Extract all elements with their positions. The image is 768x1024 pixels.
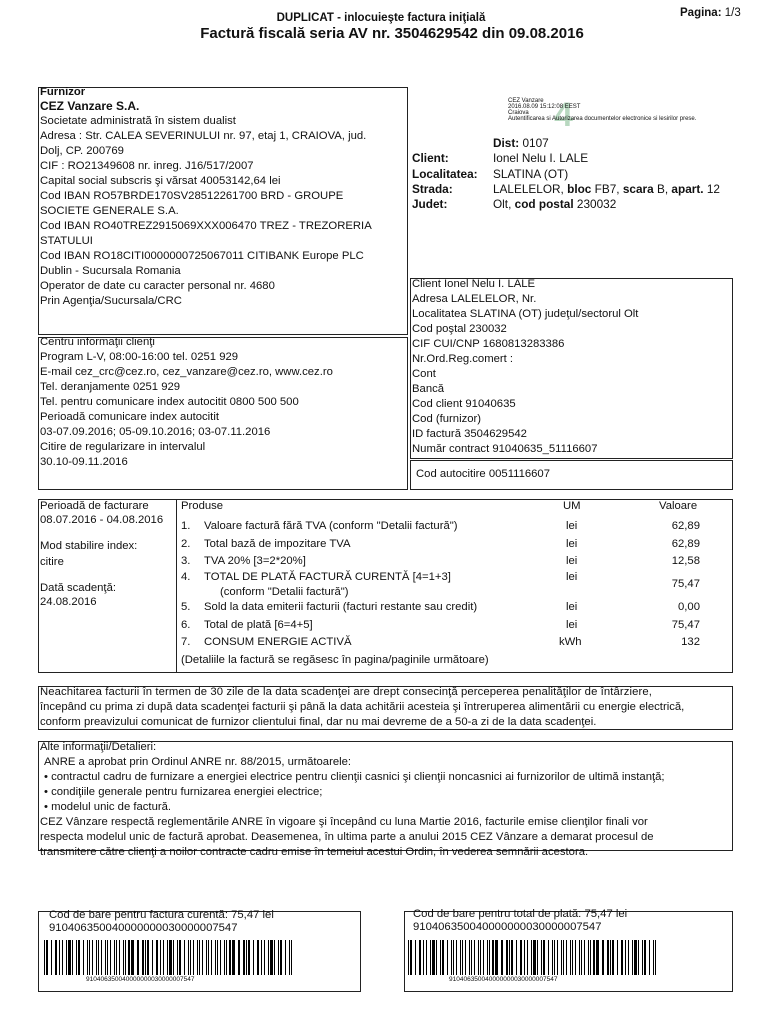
barcode-bar [119, 940, 120, 975]
client-detail-line: Cod (furnizor) [412, 413, 482, 425]
autocitire-code: Cod autocitire 0051116607 [416, 468, 550, 480]
supplier-line: Cod IBAN RO18CITI0000000725067011 CITIBANK Europe PLC [40, 250, 364, 262]
warning-line: conform preavizului comunicat de furnizor clientului final, dar nu mai devreme de a 50-a zi de la data scadenţei. [40, 716, 597, 728]
barcode-bar [142, 940, 144, 975]
barcode-bar [607, 940, 609, 975]
row-desc: TOTAL DE PLATĂ FACTURĂ CURENTĂ [4=1+3] [204, 571, 451, 583]
warning-text [40, 685, 684, 730]
barcode-bar [167, 940, 168, 975]
barcode-bar [105, 940, 106, 975]
supplier-line: Prin Agenţia/Sucursala/CRC [40, 295, 182, 307]
barcode-bar [215, 940, 216, 975]
barcode-bar [581, 940, 582, 975]
barcode-bar [125, 940, 126, 975]
barcode-bar [487, 940, 488, 975]
barcode-bar [51, 940, 52, 975]
row-no: 6. [181, 619, 191, 631]
barcode-left [44, 940, 294, 975]
barcode-bar [199, 940, 200, 975]
invoice-title: Factură fiscală seria AV nr. 3504629542 din 09.08.2016 [200, 25, 584, 42]
barcode-bar [224, 940, 225, 975]
barcode-bar [456, 940, 457, 975]
row-desc: Valoare factură fără TVA (conform "Detalii factură") [204, 520, 458, 532]
barcode-bar [202, 940, 203, 975]
localitate-value: SLATINA (OT) [493, 167, 569, 181]
barcode-bar [169, 940, 172, 975]
barcode-bar [480, 940, 481, 975]
barcode-bar [588, 940, 589, 975]
barcode-bar [621, 940, 623, 975]
barcode-bar [506, 940, 508, 975]
barcode-bar [107, 940, 108, 975]
barcode-bar [101, 940, 102, 975]
barcode-bar [114, 940, 115, 975]
info-line: Tel. pentru comunicare index autocitit 0800 500 500 [40, 396, 299, 408]
barcode-bar [593, 940, 595, 975]
barcode-bar [289, 940, 290, 975]
barcode-bar [179, 940, 181, 975]
client-detail-line: Număr contract 91040635_51116607 [412, 443, 598, 455]
barcode-bar [432, 940, 435, 975]
barcode-bar [520, 940, 522, 975]
supplier-line: Capital social subscris şi vărsat 40053142,64 lei [40, 175, 281, 187]
barcode-bar [644, 940, 646, 975]
barcode-bar [274, 940, 275, 975]
stamp-line: 2016.08.09 15:12:08 EEST [508, 104, 581, 110]
col-um: UM [563, 500, 581, 512]
row-desc: Total de plată [6=4+5] [204, 619, 313, 631]
barcode-bar [447, 940, 448, 975]
row-um: lei [566, 601, 578, 613]
stamp-line: Craiova [508, 110, 529, 116]
barcode-bar [72, 940, 73, 975]
col-products: Produse [181, 500, 224, 512]
client-details [412, 277, 638, 457]
barcode-bar [436, 940, 437, 975]
barcode-bar [410, 940, 412, 975]
barcode-bar [268, 940, 269, 975]
barcode-bar [524, 940, 525, 975]
barcode-bar [584, 940, 585, 975]
barcode-bar [625, 940, 626, 975]
supplier-lines [40, 114, 372, 309]
barcode-bar [270, 940, 273, 975]
barcode-bar [197, 940, 198, 975]
stamp-line: Autentificarea si Autorizarea documentelor electronice si lesirilor prese. [508, 116, 697, 122]
col-value: Valoare [659, 500, 698, 512]
barcode-bar [408, 940, 409, 975]
barcode-left-code: 910406350040000000030000007547 [49, 922, 238, 934]
barcode-bar [211, 940, 212, 975]
barcode-right [408, 940, 658, 975]
barcode-bar [632, 940, 633, 975]
mode-value: citire [40, 556, 64, 568]
barcode-bar [649, 940, 650, 975]
barcode-bar [460, 940, 461, 975]
barcode-bar [533, 940, 536, 975]
other-intro: ANRE a aprobat prin Ordinul ANRE nr. 88/2015, următoarele: [44, 756, 352, 768]
other-bullet: • contractul cadru de furnizare a energiei electrice pentru clienţii casnici şi clienţii noncasnici ai furnizorilor de ultimă instanţă; [44, 771, 665, 783]
supplier-line: Cod IBAN RO57BRDE170SV28512261700 BRD - GROUPE [40, 190, 344, 202]
info-line: 30.10-09.11.2016 [40, 456, 128, 468]
barcode-bar [243, 940, 245, 975]
client-detail-line: ID factură 3504629542 [412, 428, 527, 440]
barcode-bar [612, 940, 614, 975]
barcode-bar [548, 940, 549, 975]
info-line: 03-07.09.2016; 05-09.10.2016; 03-07.11.2016 [40, 426, 271, 438]
barcode-bar [145, 940, 146, 975]
barcode-bar [501, 940, 503, 975]
client-detail-line: Cont [412, 368, 436, 380]
barcode-bar [173, 940, 174, 975]
row-no: 4. [181, 571, 191, 583]
client-detail-line: Adresa LALELELOR, Nr. [412, 293, 537, 305]
client-detail-line: Nr.Ord.Reg.comert : [412, 353, 514, 365]
barcode-bar [184, 940, 185, 975]
barcode-bar [554, 940, 555, 975]
barcode-bar [46, 940, 48, 975]
info-center [40, 335, 333, 470]
barcode-bar [217, 940, 218, 975]
barcode-bar [190, 940, 191, 975]
barcode-bar [226, 940, 227, 975]
barcode-bar [509, 940, 510, 975]
barcode-bar [430, 940, 431, 975]
other-heading: Alte informaţii/Detalieri: [40, 741, 157, 753]
products-note: (Detaliile la factură se regăsesc în pagina/paginile următoare) [181, 654, 489, 666]
barcode-left-under: 910406350040000000030000007547 [86, 976, 195, 983]
row-no: 2. [181, 538, 191, 550]
page-label: Pagina: 1/3 [680, 7, 741, 19]
supplier-line: STATULUI [40, 235, 93, 247]
barcode-bar [527, 940, 528, 975]
client-detail-line: Localitatea SLATINA (OT) judeţul/sectorul Olt [412, 308, 639, 320]
period-label: Perioadă de facturare [40, 500, 149, 512]
row-desc: CONSUM ENERGIE ACTIVĂ [204, 636, 352, 648]
supplier-line: Operator de date cu caracter personal nr. 4680 [40, 280, 275, 292]
barcode-bar [495, 940, 498, 975]
barcode-bar [541, 940, 542, 975]
client-label: Client: [412, 151, 449, 165]
barcode-bar [220, 940, 221, 975]
row-um: lei [566, 619, 578, 631]
info-line: Centru informaţii clienţi [40, 336, 155, 348]
row-desc: Total bază de impozitare TVA [204, 538, 351, 550]
client-detail-line: Bancă [412, 383, 445, 395]
supplier-line: SOCIETE GENERALE S.A. [40, 205, 179, 217]
row-desc: TVA 20% [3=2*20%] [204, 555, 306, 567]
client-value: Ionel Nelu I. LALE [493, 151, 589, 165]
barcode-bar [98, 940, 99, 975]
barcode-bar [128, 940, 130, 975]
client-detail-line: Cod poştal 230032 [412, 323, 507, 335]
mode-label: Mod stabilire index: [40, 540, 138, 552]
client-detail-line: Cod client 91040635 [412, 398, 516, 410]
barcode-bar [208, 940, 209, 975]
row-no: 1. [181, 520, 191, 532]
barcode-bar [489, 940, 490, 975]
barcode-bar [232, 940, 235, 975]
warning-line: începând cu prima zi după data scadenţei facturii şi până la data achitării acesteia şi întreruperea alimentării cu energie electrică, [40, 701, 685, 713]
supplier-line: CIF : RO21349608 nr. inreg. J16/517/2007 [40, 160, 254, 172]
row-no: 7. [181, 636, 191, 648]
barcode-bar [291, 940, 292, 975]
barcode-bar [642, 940, 643, 975]
barcode-bar [442, 940, 444, 975]
barcode-bar [137, 940, 139, 975]
barcode-bar [638, 940, 639, 975]
barcode-bar [44, 940, 45, 975]
supplier-heading: Furnizor [40, 86, 86, 98]
barcode-bar [59, 940, 60, 975]
barcode-bar [177, 940, 178, 975]
other-para: transmitere către clienţi a noilor contracte cadru emise în temeiul acestui Ordin, în vederea semnării acestora. [40, 846, 589, 858]
supplier-line: Adresa : Str. CALEA SEVERINULUI nr. 97, etaj 1, CRAIOVA, jud. [40, 130, 367, 142]
barcode-bar [253, 940, 254, 975]
info-line: E-mail cez_crc@cez.ro, cez_vanzare@cez.ro, www.cez.ro [40, 366, 333, 378]
row-value: 62,89 [671, 538, 700, 550]
barcode-bar [147, 940, 149, 975]
supplier-line: Dolj, CP. 200769 [40, 145, 124, 157]
barcode-bar [423, 940, 424, 975]
row-desc: Sold la data emiterii facturii (facturi restante sau credit) [204, 601, 478, 613]
barcode-bar [492, 940, 494, 975]
barcode-bar [89, 940, 90, 975]
barcode-bar [280, 940, 282, 975]
barcode-right-label: Cod de bare pentru total de plată: 75,47 lei [413, 908, 628, 920]
due-label: Dată scadenţă: [40, 582, 116, 594]
stamp-line: CEZ Vanzare [508, 98, 544, 104]
row-value: 12,58 [671, 555, 700, 567]
barcode-bar [123, 940, 124, 975]
info-line: Tel. deranjamente 0251 929 [40, 381, 181, 393]
row-no: 5. [181, 601, 191, 613]
barcode-bar [511, 940, 513, 975]
barcode-bar [570, 940, 571, 975]
barcode-bar [163, 940, 164, 975]
barcode-bar [257, 940, 259, 975]
barcode-bar [465, 940, 466, 975]
barcode-bar [160, 940, 161, 975]
barcode-bar [561, 940, 562, 975]
barcode-bar [193, 940, 194, 975]
barcode-bar [596, 940, 599, 975]
other-para: respecta modelul unic de factură aprobat. Deasemenea, în ultima parte a anului 2015 CEZ Vânzare a demarat procesul de [40, 831, 654, 843]
barcode-bar [602, 940, 604, 975]
barcode-bar [471, 940, 472, 975]
barcode-bar [634, 940, 637, 975]
client-detail-line: CIF CUI/CNP 1680813283386 [412, 338, 565, 350]
billing-divider [176, 499, 177, 673]
barcode-bar [426, 940, 427, 975]
barcode-bar [451, 940, 452, 975]
barcode-bar [537, 940, 538, 975]
other-info [40, 740, 665, 860]
barcode-bar [78, 940, 80, 975]
barcode-bar [516, 940, 517, 975]
row-value: 75,47 [671, 619, 700, 631]
barcode-bar [563, 940, 564, 975]
row-no: 3. [181, 555, 191, 567]
strada-value: LALELELOR, bloc FB7, scara B, apart. 12 [493, 182, 720, 196]
barcode-bar [579, 940, 580, 975]
barcode-bar [92, 940, 93, 975]
barcode-bar [590, 940, 591, 975]
barcode-bar [552, 940, 553, 975]
info-line: Program L-V, 08:00-16:00 tel. 0251 929 [40, 351, 239, 363]
barcode-bar [655, 940, 656, 975]
row-um: lei [566, 571, 578, 583]
barcode-bar [66, 940, 67, 975]
barcode-bar [152, 940, 153, 975]
barcode-bar [483, 940, 484, 975]
info-line: Citire de regularizare in intervalul [40, 441, 206, 453]
barcode-bar [76, 940, 77, 975]
row-value: 0,00 [678, 601, 700, 613]
period-value: 08.07.2016 - 04.08.2016 [40, 514, 164, 526]
barcode-bar [62, 940, 63, 975]
supplier-line: Dublin - Sucursala Romania [40, 265, 181, 277]
barcode-bar [206, 940, 207, 975]
barcode-bar [156, 940, 158, 975]
row-value: 132 [681, 636, 700, 648]
barcode-bar [261, 940, 262, 975]
other-bullet: • condiţiile generale pentru furnizarea energiei electrice; [44, 786, 323, 798]
due-value: 24.08.2016 [40, 596, 97, 608]
barcode-bar [557, 940, 558, 975]
row-desc-2: (conform "Detalii factură") [220, 586, 349, 598]
row-um: lei [566, 538, 578, 550]
barcode-bar [229, 940, 231, 975]
barcode-bar [68, 940, 71, 975]
barcode-bar [617, 940, 618, 975]
barcode-bar [474, 940, 475, 975]
barcode-bar [285, 940, 286, 975]
barcode-bar [188, 940, 189, 975]
barcode-bar [566, 940, 567, 975]
other-bullet: • modelul unic de factură. [44, 801, 172, 813]
judet-value: Olt, cod postal 230032 [493, 197, 617, 211]
barcode-bar [453, 940, 454, 975]
barcode-bar [415, 940, 416, 975]
other-para: CEZ Vânzare respectă reglementările ANRE în vigoare şi începând cu luna Martie 2016, facturile emise clienţilor finali vor [40, 816, 648, 828]
barcode-bar [96, 940, 97, 975]
supplier-line: Societate administrată în sistem dualist [40, 115, 236, 127]
strada-label: Strada: [412, 182, 453, 196]
barcode-bar [419, 940, 421, 975]
barcode-right-code: 910406350040000000030000007547 [413, 921, 602, 933]
supplier-line: Cod IBAN RO40TREZ2915069XXX006470 TREZ - TREZORERIA [40, 220, 372, 232]
barcode-bar [116, 940, 117, 975]
barcode-bar [610, 940, 611, 975]
row-value: 62,89 [671, 520, 700, 532]
barcode-bar [478, 940, 479, 975]
duplicat-notice: DUPLICAT - inlocuieşte factura iniţială [276, 12, 486, 24]
barcode-bar [653, 940, 654, 975]
barcode-bar [131, 940, 134, 975]
barcode-bar [572, 940, 573, 975]
barcode-bar [246, 940, 247, 975]
supplier-name: CEZ Vanzare S.A. [40, 99, 140, 113]
client-detail-line: Client Ionel Nelu I. LALE [412, 278, 536, 290]
barcode-bar [264, 940, 265, 975]
barcode-bar [110, 940, 111, 975]
judet-label: Judet: [412, 197, 448, 211]
barcode-bar [543, 940, 545, 975]
barcode-left-label: Cod de bare pentru factura curentă: 75,47 lei [49, 909, 274, 921]
barcode-right-under: 910406350040000000030000007547 [449, 976, 558, 983]
row-um: lei [566, 555, 578, 567]
barcode-bar [248, 940, 250, 975]
row-um: lei [566, 520, 578, 532]
localitate-label: Localitatea: [412, 167, 478, 181]
dist: Dist: 0107 [493, 136, 549, 150]
barcode-bar [440, 940, 441, 975]
barcode-bar [87, 940, 88, 975]
barcode-bar [469, 940, 470, 975]
barcode-bar [55, 940, 57, 975]
barcode-bar [238, 940, 240, 975]
warning-line: Neachitarea facturii în termen de 30 zile de la data scadenţei are drept consecinţă perceperea penalităţilor de întârziere, [40, 686, 653, 698]
barcode-bar [83, 940, 84, 975]
stamp-mark: 4 [554, 96, 573, 134]
row-um: kWh [559, 636, 582, 648]
barcode-bar [575, 940, 576, 975]
row-value: 75,47 [671, 578, 700, 590]
info-line: Perioadă comunicare index autocitit [40, 411, 219, 423]
barcode-bar [628, 940, 629, 975]
barcode-bar [278, 940, 279, 975]
barcode-bar [531, 940, 532, 975]
barcode-bar [462, 940, 463, 975]
